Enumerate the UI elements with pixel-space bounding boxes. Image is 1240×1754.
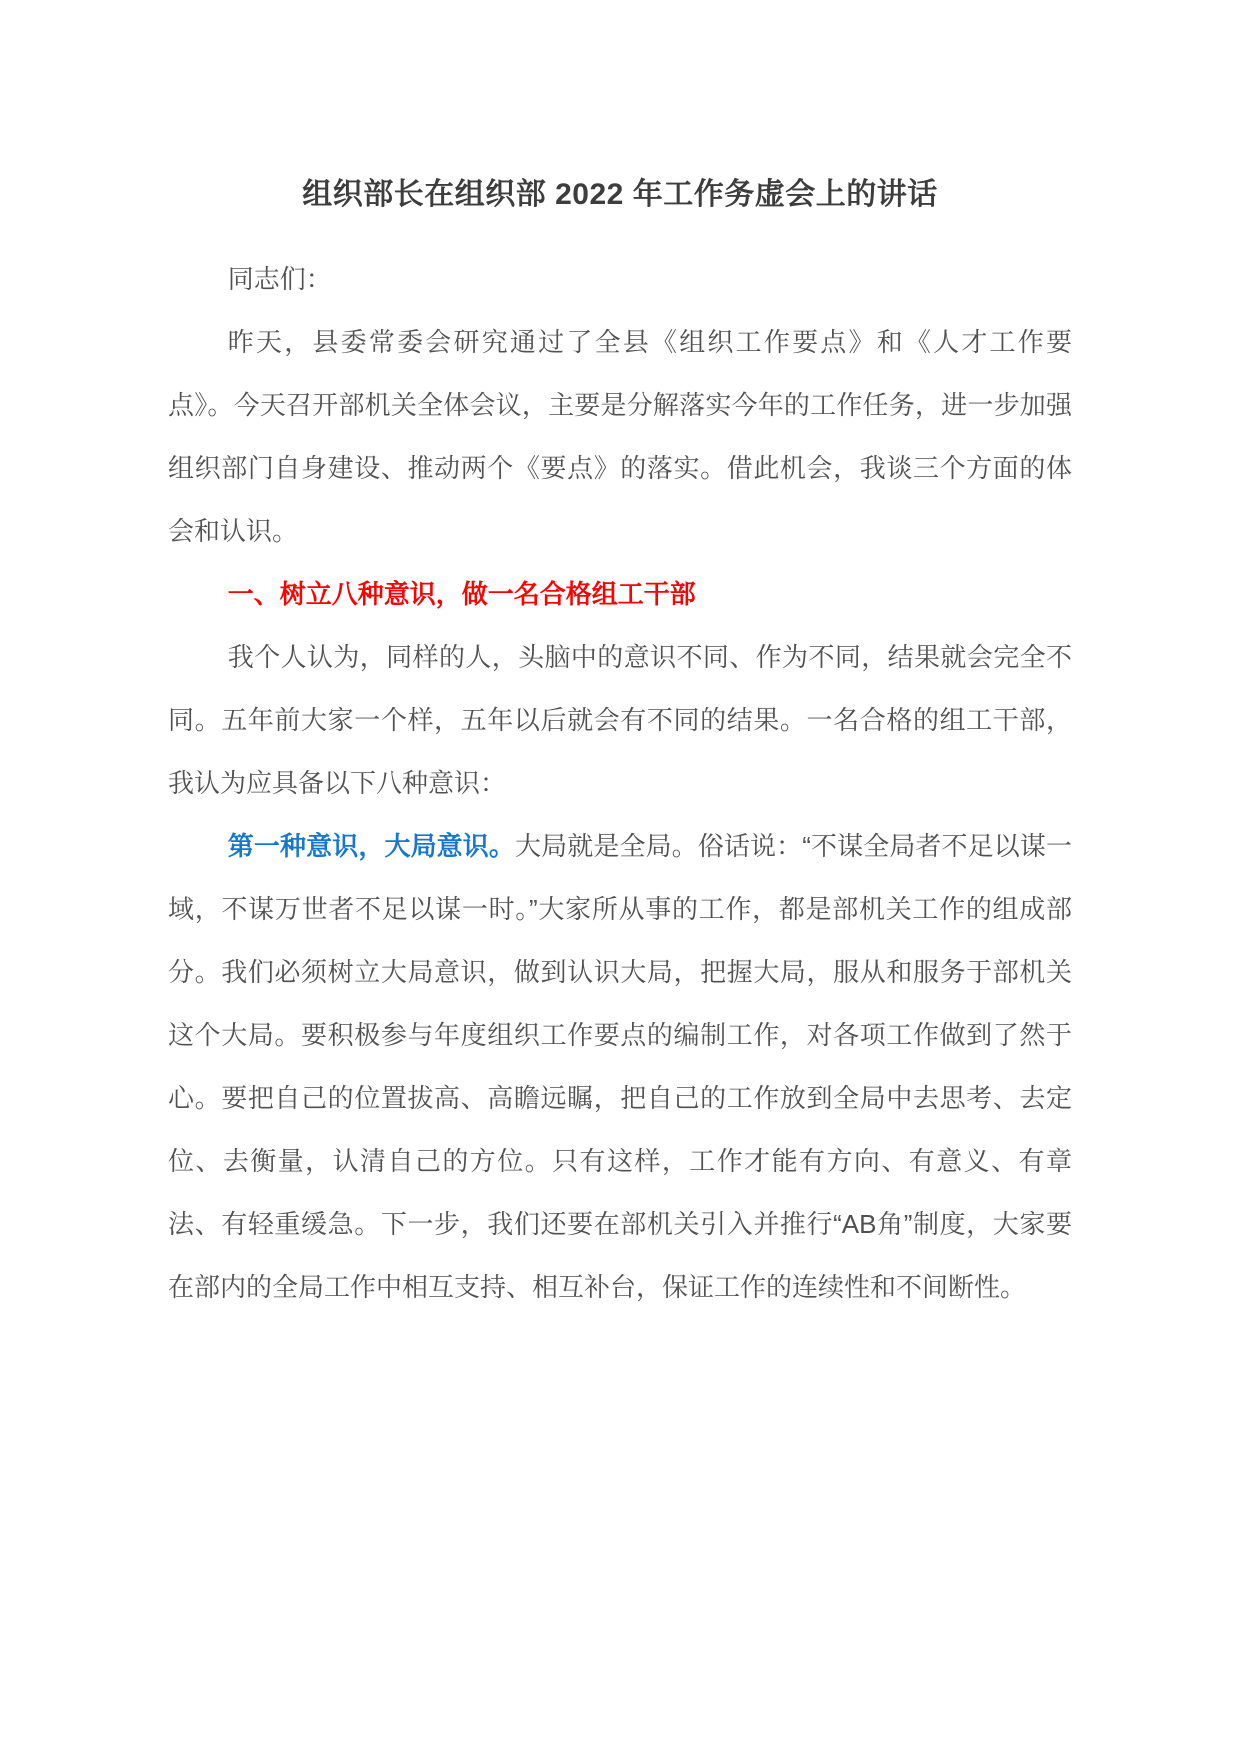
greeting-paragraph: 同志们： — [227, 264, 332, 294]
point-1-lead-text: 第一种意识，大局意识。 — [227, 831, 516, 861]
section-1-paragraph: 我个人认为，同样的人，头脑中的意识不同、作为不同，结果就会完全不同。五年前大家一个样，五年以后就会有不同的结果。一名合格的组工干部，我认为应具备以下八种意识： — [168, 642, 1072, 798]
point-1-body-text: 大局就是全局。俗话说：“不谋全局者不足以谋一域，不谋万世者不足以谋一时。”大家所从事的工作，都是部机关工作的组成部分。我们必须树立大局意识，做到认识大局，把握大局，服从和服务于部机关这个大局。要积极参与年度组织工作要点的编制工作，对各项工作做到了然于心。要把自己的位置拔高、高瞻远瞩，把自己的工作放到全局中去思考、去定位、去衡量，认清自己的方位。只有这样，工作才能有方向、有意义、有章法、有轻重缓急。下一步，我们还要在部机关引入并推行“AB角”制度，大家要在部内的全局工作中相互支持、相互补台，保证工作的连续性和不间断性。 — [168, 831, 1072, 1302]
intro-paragraph: 昨天，县委常委会研究通过了全县《组织工作要点》和《人才工作要点》。今天召开部机关全体会议，主要是分解落实今年的工作任务，进一步加强组织部门自身建设、推动两个《要点》的落实。借此机会，我谈三个方面的体会和认识。 — [168, 327, 1072, 546]
document-title: 组织部长在组织部 2022 年工作务虚会上的讲话 — [302, 178, 938, 211]
document-content — [168, 160, 1072, 1319]
point-1-paragraph — [168, 815, 1072, 1319]
section-1-heading: 一、树立八种意识，做一名合格组工干部 — [227, 579, 696, 609]
